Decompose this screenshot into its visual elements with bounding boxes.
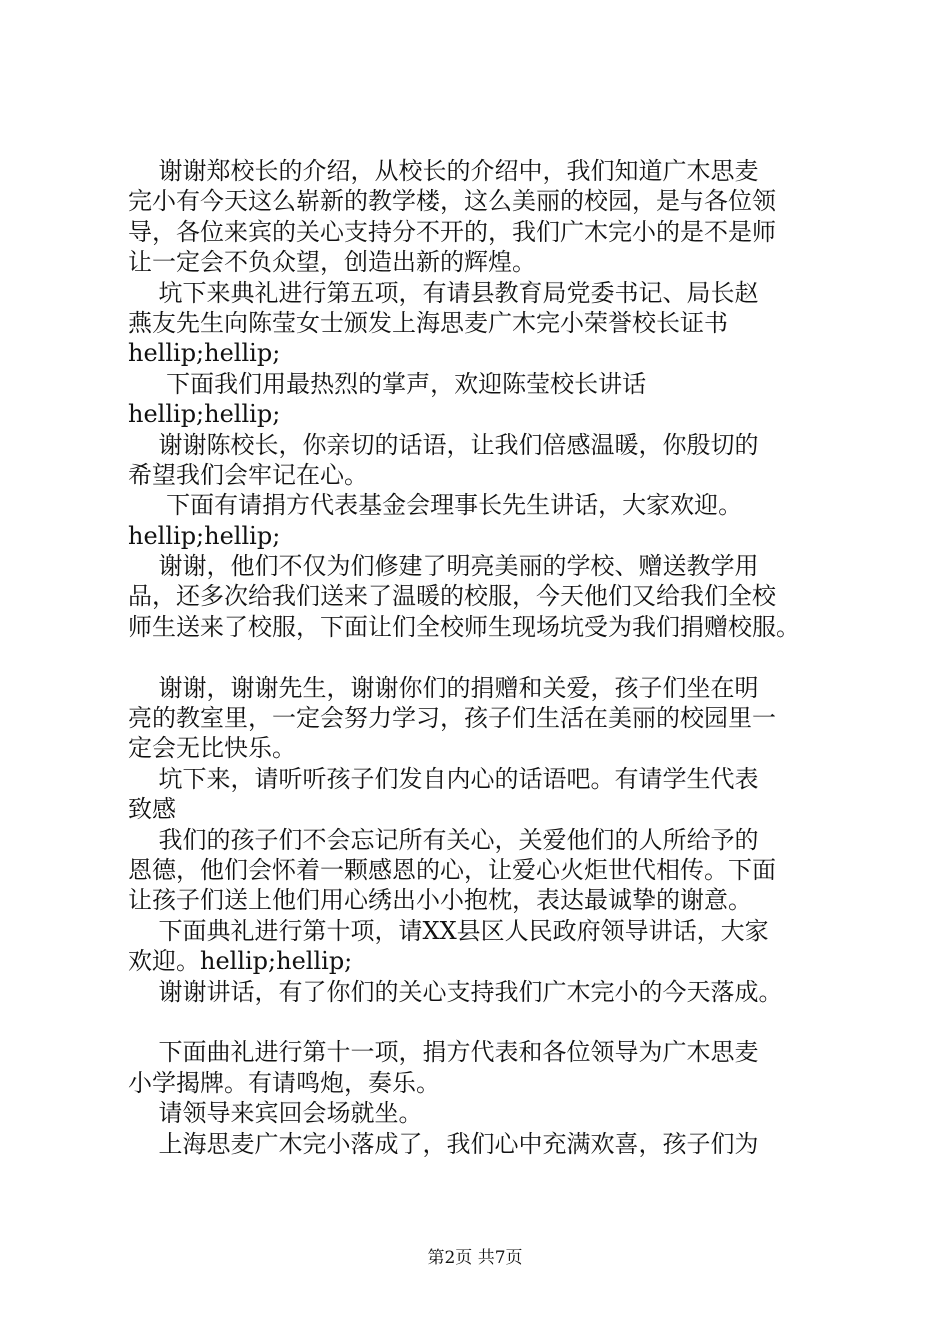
text-line: hellip;hellip; (128, 400, 281, 429)
text-line: 欢迎。hellip;hellip; (128, 947, 353, 976)
text-line: 上海思麦广木完小落成了，我们心中充满欢喜，孩子们为 (128, 1129, 759, 1158)
text-line: 谢谢陈校长，你亲切的话语，让我们倍感温暖，你殷切的 (128, 430, 759, 459)
text-line: 下面典礼进行第十项，请XX县区人民政府领导讲话，大家 (128, 916, 769, 945)
text-line: 让孩子们送上他们用心绣出小小抱枕，表达最诚挚的谢意。 (128, 886, 752, 915)
text-line: 让一定会不负众望，创造出新的辉煌。 (128, 248, 536, 277)
text-line: 谢谢郑校长的介绍，从校长的介绍中，我们知道广木思麦 (128, 157, 759, 185)
page-footer: 第2页 共7页 (427, 1248, 523, 1268)
text-line: 希望我们会牢记在心。 (128, 460, 368, 489)
text-line: 下面曲礼进行第十一项，捐方代表和各位领导为广木思麦 (128, 1038, 759, 1067)
text-line: 下面我们用最热烈的掌声，欢迎陈莹校长讲话 (128, 369, 647, 398)
text-line: 坑下来，请听听孩子们发自内心的话语吧。有请学生代表 (128, 764, 759, 793)
text-line: 致感 (128, 795, 176, 824)
text-line: 坑下来典礼进行第五项，有请县教育局党委书记、局长赵 (128, 278, 759, 307)
text-line: hellip;hellip; (128, 521, 281, 550)
text-line: 请领导来宾回会场就坐。 (128, 1099, 423, 1128)
text-line: 谢谢，谢谢先生，谢谢你们的捐赠和关爱，孩子们坐在明 (128, 673, 759, 702)
blank-line (128, 1007, 830, 1037)
text-line: hellip;hellip; (128, 339, 281, 368)
text-line: 亮的教室里，一定会努力学习，孩子们生活在美丽的校园里一 (128, 704, 776, 733)
text-line: 谢谢讲话，有了你们的关心支持我们广木完小的今天落成。 (128, 977, 783, 1006)
text-line: 完小有今天这么崭新的教学楼，这么美丽的校园，是与各位领 (128, 187, 776, 216)
blank-line (128, 642, 830, 672)
text-line: 品，还多次给我们送来了温暖的校服，今天他们又给我们全校 (128, 582, 776, 611)
text-line: 定会无比快乐。 (128, 734, 296, 763)
document-body (128, 156, 830, 1159)
text-line: 恩德，他们会怀着一颗感恩的心，让爱心火炬世代相传。下面 (128, 855, 776, 884)
text-line: 燕友先生向陈莹女士颁发上海思麦广木完小荣誉校长证书 (128, 308, 728, 337)
text-line: 我们的孩子们不会忘记所有关心，关爱他们的人所给予的 (128, 825, 759, 854)
text-line: 下面有请捐方代表基金会理事长先生讲话，大家欢迎。 (128, 491, 743, 520)
text-line: 师生送来了校服，下面让们全校师生现场坑受为我们捐赠校服。 (128, 612, 800, 641)
text-line: 小学揭牌。有请鸣炮，奏乐。 (128, 1068, 440, 1097)
text-line: 导，各位来宾的关心支持分不开的，我们广木完小的是不是师 (128, 217, 776, 246)
text-line: 谢谢，他们不仅为们修建了明亮美丽的学校、赠送教学用 (128, 552, 759, 581)
